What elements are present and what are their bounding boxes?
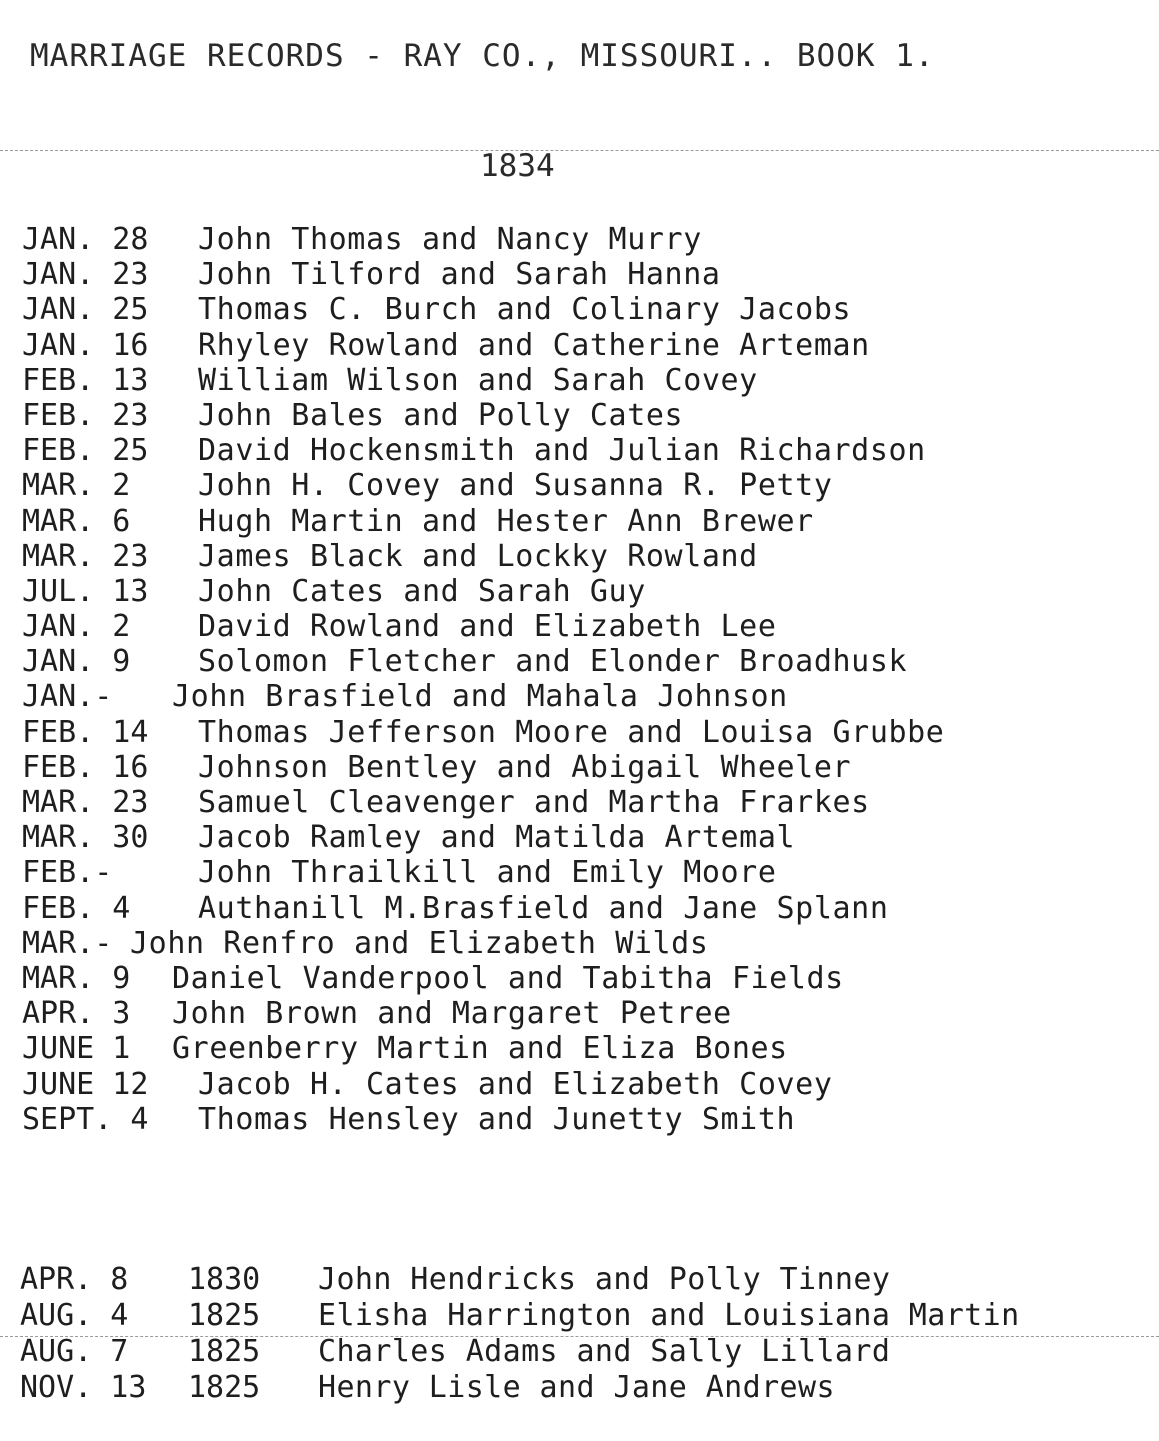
entry-date: MAR. 6 [22, 503, 131, 539]
entry-names: John Renfro and Elizabeth Wilds [130, 925, 709, 961]
marriage-entry [22, 328, 1142, 363]
entry-names: Jacob H. Cates and Elizabeth Covey [198, 1066, 833, 1102]
entry-date: JAN. 2 [22, 609, 131, 645]
entry-date: MAR. 30 [22, 820, 149, 856]
entry-names: Johnson Bentley and Abigail Wheeler [198, 749, 852, 785]
entry-date: FEB. 14 [22, 714, 149, 750]
marriage-entry [22, 1102, 1142, 1137]
entry-year: 1830 [188, 1262, 261, 1297]
entry-names: Thomas C. Burch and Colinary Jacobs [198, 292, 852, 328]
additional-entry [20, 1334, 1150, 1370]
marriage-entry [22, 257, 1142, 292]
marriage-entry [22, 715, 1142, 750]
marriage-entries-list [22, 222, 1142, 1137]
fold-line [0, 150, 1159, 151]
entry-names: John Thomas and Nancy Murry [198, 222, 702, 257]
marriage-entry [22, 996, 1142, 1031]
entry-names: David Hockensmith and Julian Richardson [198, 433, 926, 469]
entry-names: Jacob Ramley and Matilda Artemal [198, 820, 796, 856]
entry-date: JAN. 28 [22, 222, 149, 257]
marriage-entry [22, 926, 1142, 961]
entry-names: Hugh Martin and Hester Ann Brewer [198, 503, 814, 539]
marriage-entry [22, 785, 1142, 820]
entry-date: MAR. 9 [22, 960, 131, 996]
marriage-entry [22, 574, 1142, 609]
entry-names: Samuel Cleavenger and Martha Frarkes [198, 785, 870, 820]
marriage-entry [22, 609, 1142, 644]
year-heading: 1834 [480, 148, 555, 184]
entry-names: William Wilson and Sarah Covey [198, 362, 758, 398]
entry-date: MAR. 23 [22, 785, 149, 820]
marriage-entry [22, 679, 1142, 714]
entry-names: Charles Adams and Sally Lillard [318, 1334, 891, 1369]
entry-date: MAR. 2 [22, 468, 131, 504]
entry-date: NOV. 13 [20, 1370, 147, 1405]
entry-names: Rhyley Rowland and Catherine Arteman [198, 327, 870, 363]
entry-names: Solomon Fletcher and Elonder Broadhusk [198, 644, 908, 680]
document-title: MARRIAGE RECORDS - RAY CO., MISSOURI.. BOOK 1. [30, 38, 935, 74]
entry-year: 1825 [188, 1370, 261, 1405]
additional-entry [20, 1370, 1150, 1406]
marriage-entry [22, 750, 1142, 785]
marriage-entry [22, 1067, 1142, 1102]
entry-date: FEB. 16 [22, 749, 149, 785]
marriage-entry [22, 820, 1142, 855]
marriage-entry [22, 961, 1142, 996]
additional-entry [20, 1262, 1150, 1298]
entry-date: APR. 3 [22, 996, 131, 1032]
entry-date: MAR. 23 [22, 538, 149, 574]
entry-names: Authanill M.Brasfield and Jane Splann [198, 890, 889, 926]
marriage-entry [22, 504, 1142, 539]
entry-date: AUG. 7 [20, 1334, 129, 1369]
marriage-entry [22, 468, 1142, 503]
entry-names: Thomas Hensley and Junetty Smith [198, 1101, 796, 1137]
entry-names: John Bales and Polly Cates [198, 397, 684, 433]
entry-date: FEB. 4 [22, 890, 131, 926]
entry-date: AUG. 4 [20, 1298, 129, 1333]
entry-date: FEB. 13 [22, 362, 149, 398]
entry-date: JUL. 13 [22, 573, 149, 609]
entry-date: FEB. 25 [22, 433, 149, 469]
entry-names: John Hendricks and Polly Tinney [318, 1262, 891, 1297]
entry-names: James Black and Lockky Rowland [198, 538, 758, 574]
entry-names: Henry Lisle and Jane Andrews [318, 1370, 835, 1405]
entry-date: JAN. 16 [22, 327, 149, 363]
entry-date: JAN. 9 [22, 644, 131, 680]
marriage-entry [22, 398, 1142, 433]
entry-year: 1825 [188, 1334, 261, 1369]
marriage-entry [22, 433, 1142, 468]
entry-names: John Thrailkill and Emily Moore [198, 855, 777, 891]
entry-names: Daniel Vanderpool and Tabitha Fields [172, 960, 844, 996]
entry-date: MAR.- [22, 925, 113, 961]
entry-names: John H. Covey and Susanna R. Petty [198, 468, 833, 504]
marriage-entry [22, 292, 1142, 327]
entry-date: JUNE 12 [22, 1066, 149, 1102]
entry-names: John Cates and Sarah Guy [198, 573, 646, 609]
entry-date: FEB. 23 [22, 397, 149, 433]
marriage-entry [22, 222, 1142, 257]
marriage-entry [22, 1031, 1142, 1066]
entry-names: John Brown and Margaret Petree [172, 996, 732, 1032]
entry-names: Greenberry Martin and Eliza Bones [172, 1031, 788, 1067]
entry-date: SEPT. 4 [22, 1101, 149, 1137]
marriage-entry [22, 363, 1142, 398]
entry-year: 1825 [188, 1298, 261, 1333]
entry-names: David Rowland and Elizabeth Lee [198, 609, 777, 645]
fold-line [0, 1336, 1159, 1337]
additional-entry [20, 1298, 1150, 1334]
entry-names: Elisha Harrington and Louisiana Martin [318, 1298, 1020, 1333]
entry-names: Thomas Jefferson Moore and Louisa Grubbe [198, 714, 945, 750]
entry-date: APR. 8 [20, 1262, 129, 1297]
marriage-entry [22, 644, 1142, 679]
marriage-entry [22, 891, 1142, 926]
entry-date: JAN.- [22, 679, 113, 715]
marriage-entry [22, 855, 1142, 890]
entry-date: FEB.- [22, 855, 113, 891]
entry-date: JAN. 23 [22, 257, 149, 293]
additional-entries-list [20, 1262, 1150, 1406]
entry-date: JAN. 25 [22, 292, 149, 328]
marriage-entry [22, 539, 1142, 574]
entry-date: JUNE 1 [22, 1031, 131, 1067]
entry-names: John Tilford and Sarah Hanna [198, 257, 721, 293]
entry-names: John Brasfield and Mahala Johnson [172, 679, 788, 715]
